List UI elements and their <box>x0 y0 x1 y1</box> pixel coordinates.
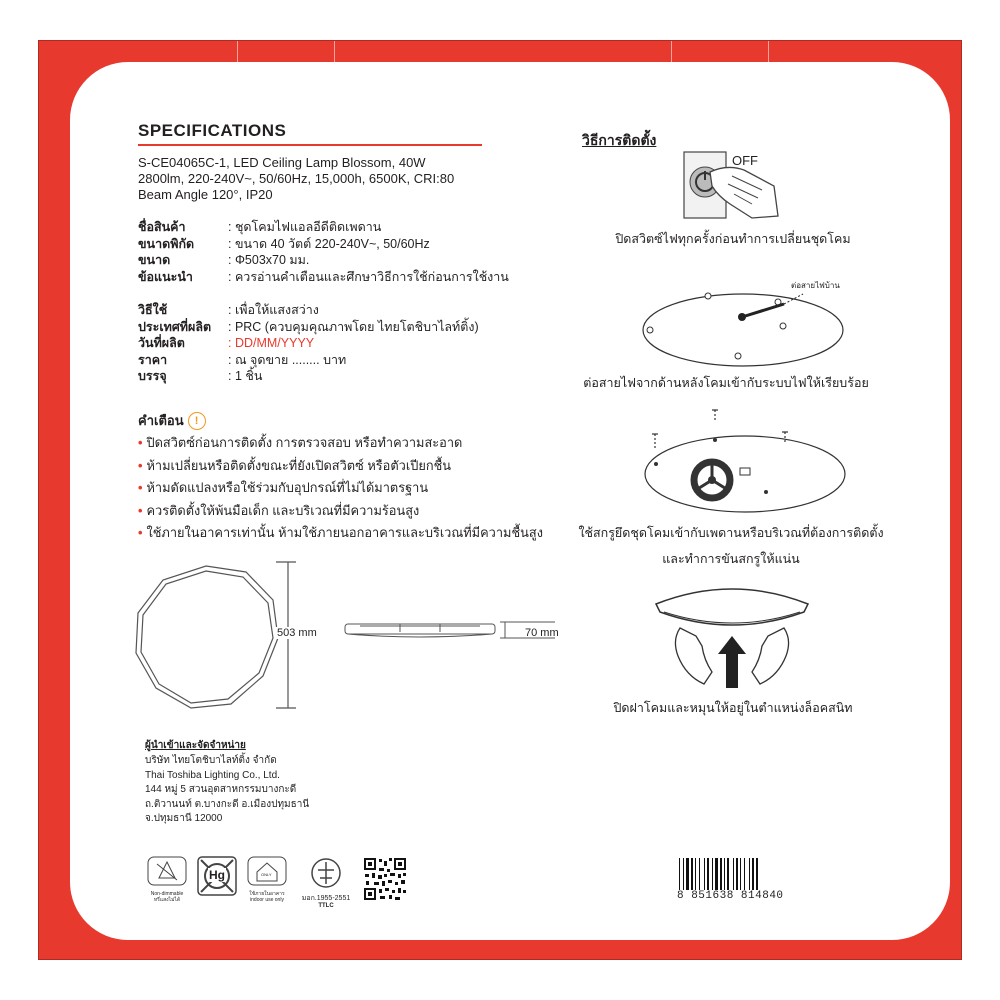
importer-address <box>145 754 309 827</box>
info-label: วิธีใช้ <box>138 303 168 317</box>
info-value: : ณ จุดขาย ........ บาท <box>228 352 347 367</box>
warning-heading <box>138 410 206 431</box>
info-value: : ควรอ่านคำเตือนและศึกษาวิธีการใช้ก่อนการใช้งาน <box>228 269 509 284</box>
step-caption: ปิดฝาโคมและหมุนให้อยู่ในตำแหน่งล็อคสนิท <box>613 701 853 715</box>
importer-line: 144 หมู่ 5 สวนอุตสาหกรรมบางกะดี <box>145 784 297 795</box>
info-label: วันที่ผลิต <box>138 336 185 350</box>
step-caption: และทำการขันสกรูให้แน่น <box>662 552 800 566</box>
title-underline <box>138 144 482 146</box>
info-value: : ขนาด 40 วัตต์ 220-240V~, 50/60Hz <box>228 236 430 251</box>
specifications-title: SPECIFICATIONS <box>138 121 287 140</box>
info-row <box>138 236 509 253</box>
info-value: : PRC (ควบคุมคุณภาพโดย ไทยโตชิบาไลท์ติ้ง) <box>228 319 479 334</box>
spec-line: S-CE04065C-1, LED Ceiling Lamp Blossom, 40W <box>138 155 426 170</box>
height-label: 70 mm <box>525 627 559 639</box>
mains-wire-label: ต่อสายไฟบ้าน <box>791 281 840 290</box>
info-row <box>138 352 479 369</box>
warning-item: • ควรติดตั้งให้พ้นมือเด็ก และบริเวณที่มีความร้อนสูง <box>138 500 543 523</box>
non-dimmable-label: Non-dimmable <box>150 891 184 897</box>
mercury-free-icon <box>197 856 237 896</box>
product-info-table <box>138 219 509 285</box>
info-label: ประเทศที่ผลิต <box>138 319 212 334</box>
step-caption: ปิดสวิตซ์ไฟทุกครั้งก่อนทำการเปลี่ยนชุดโคม <box>615 232 851 246</box>
info-row <box>138 335 479 352</box>
info-label: ราคา <box>138 352 168 367</box>
indoor-only-icon <box>247 856 287 904</box>
info-row <box>138 368 479 385</box>
importer-line: ถ.ติวานนท์ ต.บางกะดี อ.เมืองปทุมธานี <box>145 798 310 810</box>
fold-tab <box>671 41 769 64</box>
indoor-only-label-th: ใช้ภายในอาคาร <box>249 891 285 897</box>
exclamation-icon: ! <box>188 412 206 430</box>
cover-lock-drawing <box>652 584 812 694</box>
importer-line: จ.ปทุมธานี 12000 <box>145 813 223 824</box>
warning-list <box>138 432 543 545</box>
fold-tab <box>237 41 335 64</box>
info-value: : Φ503x70 มม. <box>228 253 310 267</box>
diameter-label: 503 mm <box>277 627 317 639</box>
step-caption: ต่อสายไฟจากด้านหลังโคมเข้ากับระบบไฟให้เรียบร้อย <box>583 376 869 390</box>
warning-item: • ห้ามดัดแปลงหรือใช้ร่วมกับอุปกรณ์ที่ไม่ได้มาตรฐาน <box>138 477 543 500</box>
importer-title: ผู้นำเข้าและจัดจำหน่าย <box>145 740 246 751</box>
tis-standard-mark <box>300 856 352 912</box>
spec-line: 2800lm, 220-240V~, 50/60Hz, 15,000h, 6500K, CRI:80 <box>138 171 455 186</box>
indoor-only-label: indoor use only <box>250 897 284 903</box>
off-label: OFF <box>732 153 758 168</box>
info-value: : ชุดโคมไฟแอลอีดีติดเพดาน <box>228 220 382 234</box>
indoor-badge: ONLY <box>261 872 272 877</box>
tis-standard-number: มอก.1955-2551 <box>301 895 351 902</box>
info-value: : เพื่อให้แสงสว่าง <box>228 303 319 317</box>
warning-item: • ใช้ภายในอาคารเท่านั้น ห้ามใช้ภายนอกอาคารและบริเวณที่มีความชื้นสูง <box>138 522 543 545</box>
installation-title: วิธีการติดตั้ง <box>582 132 657 148</box>
info-label: ขนาดพิกัด <box>138 236 195 251</box>
importer-line: บริษัท ไทยโตชิบาไลท์ติ้ง จำกัด <box>145 755 277 766</box>
info-row <box>138 302 479 319</box>
tis-code: TTLC <box>318 903 334 909</box>
non-dimmable-icon <box>147 856 187 904</box>
spec-line: Beam Angle 120°, IP20 <box>138 187 273 202</box>
info-row <box>138 319 479 336</box>
non-dimmable-label-th: หรี่แสงไม่ได้ <box>153 897 181 903</box>
warning-item: • ปิดสวิตซ์ก่อนการติดตั้ง การตรวจสอบ หรือทำความสะอาด <box>138 432 543 455</box>
hg-symbol: Hg <box>209 868 225 882</box>
info-row <box>138 252 509 269</box>
info-row <box>138 219 509 236</box>
info-value: : 1 ชิ้น <box>228 369 263 383</box>
info-label: ชื่อสินค้า <box>138 220 186 234</box>
usage-info-table <box>138 302 479 385</box>
manufacture-date-value: : DD/MM/YYYY <box>228 336 315 350</box>
info-row <box>138 269 509 286</box>
barcode-number: 8 851638 814840 <box>677 890 784 902</box>
specifications-description <box>138 155 498 203</box>
info-label: บรรจุ <box>138 369 167 383</box>
screw-mounting-drawing <box>640 408 850 514</box>
barcode <box>677 858 779 890</box>
info-label: ขนาด <box>138 253 171 267</box>
step-caption: ใช้สกรูยึดชุดโคมเข้ากับเพดานหรือบริเวณที่ต้องการติดตั้ง <box>578 526 884 540</box>
importer-line: Thai Toshiba Lighting Co., Ltd. <box>145 769 280 781</box>
warning-item: • ห้ามเปลี่ยนหรือติดตั้งขณะที่ยังเปิดสวิตซ์ หรือตัวเปียกชื้น <box>138 455 543 478</box>
warning-title: คำเตือน <box>138 413 184 428</box>
qr-code-icon <box>362 856 408 902</box>
info-label: ข้อแนะนำ <box>138 269 193 284</box>
lamp-back-wiring-drawing <box>638 282 848 368</box>
